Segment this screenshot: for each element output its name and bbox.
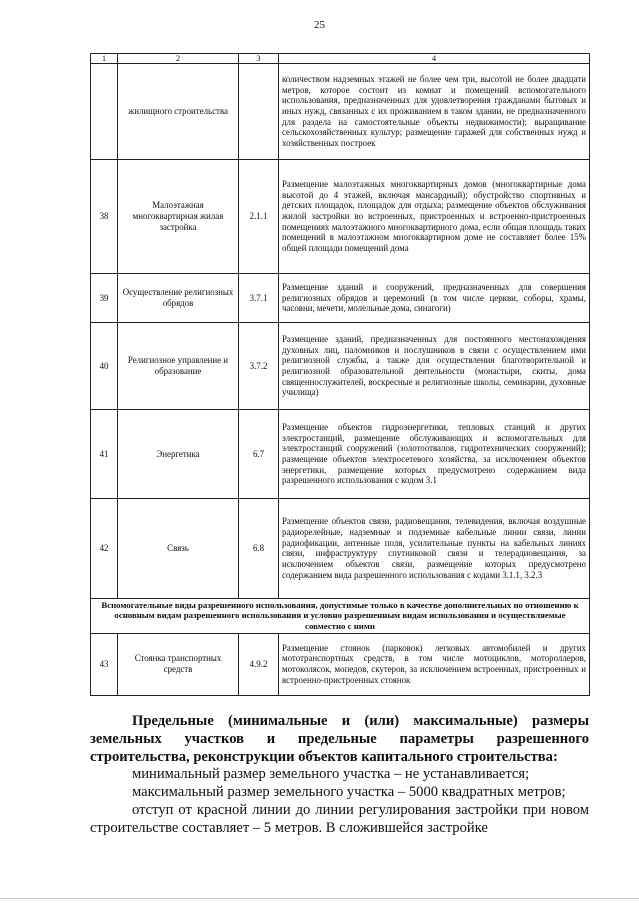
paragraph: минимальный размер земельного участка – не устанавливается; <box>132 766 530 783</box>
use-description-cell: Размещение объектов связи, радиовещания, телевидения, включая воздушные радиорелейные, надземные и подземные кабельные линии связи, линии радиофикации, антенные поля, усилительные пункты на кабельных линиях связи, инфраструктуру спутниковой связи и телерадиовещания, за исключением объектов связи, размещение которых предусмотрено содержанием вида разрешенного использования с кодами 3.1.1, 3.2.3 <box>279 498 590 598</box>
use-description-cell: Размещение зданий, предназначенных для постоянного местонахождения духовных лиц, паломников и послушников в связи с осуществлением ими религиозной службы, а также для осуществления благотворительной и религиозной образовательной деятельности (монастыри, скиты, дома священнослужителей, воскресные и религиозные школы, семинарии, духовные училища) <box>279 322 590 409</box>
body-text <box>90 713 589 838</box>
row-number-cell: 39 <box>91 273 118 322</box>
use-code-cell: 6.7 <box>239 409 279 498</box>
row-number-cell: 43 <box>91 633 118 695</box>
table-row <box>91 633 590 695</box>
use-description-cell: Размещение стоянок (парковок) легковых автомобилей и других мототранспортных средств, в том числе мотоциклов, мотороллеров, мотоколясок, мопедов, скутеров, за исключением встроенных, пристроенных и встроенно-пристроенных стоянок <box>279 633 590 695</box>
use-name-cell: жилищного строительства <box>118 63 239 159</box>
use-code-cell: 3.7.2 <box>239 322 279 409</box>
row-number-cell: 41 <box>91 409 118 498</box>
table-row <box>91 498 590 598</box>
section-heading: Предельные (минимальные и (или) максимальные) размеры земельных участков и предельные параметры разрешенного строительства, реконструкции объектов капитального строительства: <box>90 713 589 765</box>
column-header: 4 <box>279 54 590 64</box>
page-number: 25 <box>314 19 325 31</box>
auxiliary-uses-section-title: Вспомогательные виды разрешенного использования, допустимые только в качестве дополнительных по отношению к основным видам разрешенного использования и условно разрешенным видам использования и осуществляемые совместно с ними <box>91 598 590 633</box>
use-name-cell: Религиозное управление и образование <box>118 322 239 409</box>
use-name-cell: Связь <box>118 498 239 598</box>
row-number-cell: 40 <box>91 322 118 409</box>
use-code-cell: 3.7.1 <box>239 273 279 322</box>
use-name-cell: Стоянка транспортных средств <box>118 633 239 695</box>
table-row <box>91 63 590 159</box>
use-code-cell: 2.1.1 <box>239 159 279 273</box>
paragraph: отступ от красной линии до линии регулирования застройки при новом строительстве составляет – 5 метров. В сложившейся застройке <box>90 801 589 836</box>
use-description-cell: Размещение малоэтажных многоквартирных домов (многоквартирные дома высотой до 4 этажей, включая мансардный); обустройство спортивных и детских площадок, площадок для отдыха; размещение объектов обслуживания жилой застройки во встроенных, пристроенных и встроенно-пристроенных помещениях малоэтажного многоквартирного дома, если общая площадь таких помещений в малоэтажном многоквартирном доме не составляет более 15% общей площади помещений дома <box>279 159 590 273</box>
row-number-cell <box>91 63 118 159</box>
table-row <box>91 273 590 322</box>
use-description-cell: Размещение объектов гидроэнергетики, тепловых станций и других электростанций, размещение обслуживающих и вспомогательных для электростанций сооружений (золотоотвалов, гидротехнических сооружений); размещение объектов электросетевого хозяйства, за исключением объектов энергетики, размещение которых предусмотрено содержанием вида разрешенного использования с кодом 3.1 <box>279 409 590 498</box>
row-number-cell: 38 <box>91 159 118 273</box>
use-code-cell: 4.9.2 <box>239 633 279 695</box>
column-header: 3 <box>239 54 279 64</box>
use-code-cell: 6.8 <box>239 498 279 598</box>
paragraph: максимальный размер земельного участка – 5000 квадратных метров; <box>132 784 566 801</box>
use-description-cell: Размещение зданий и сооружений, предназначенных для совершения религиозных обрядов и церемоний (в том числе церкви, соборы, храмы, часовни, мечети, молельные дома, синагоги) <box>279 273 590 322</box>
table-header-row <box>91 54 590 64</box>
land-use-table <box>90 53 590 696</box>
column-header: 2 <box>118 54 239 64</box>
use-name-cell: Энергетика <box>118 409 239 498</box>
use-name-cell: Малоэтажная многоквартирная жилая застройка <box>118 159 239 273</box>
table-row <box>91 322 590 409</box>
section-row <box>91 598 590 633</box>
row-number-cell: 42 <box>91 498 118 598</box>
page-edge <box>0 898 639 899</box>
use-description-cell: количеством надземных этажей не более чем три, высотой не более двадцати метров, которое состоит из комнат и помещений вспомогательного использования, предназначенных для удовлетворения гражданами бытовых и иных нужд, связанных с их проживанием в таком здании, не предназначенного для раздела на самостоятельные объекты недвижимости); выращивание сельскохозяйственных культур; размещение гаражей для собственных нужд и хозяйственных построек <box>279 63 590 159</box>
use-code-cell <box>239 63 279 159</box>
table-row <box>91 159 590 273</box>
use-name-cell: Осуществление религиозных обрядов <box>118 273 239 322</box>
column-header: 1 <box>91 54 118 64</box>
table-row <box>91 409 590 498</box>
